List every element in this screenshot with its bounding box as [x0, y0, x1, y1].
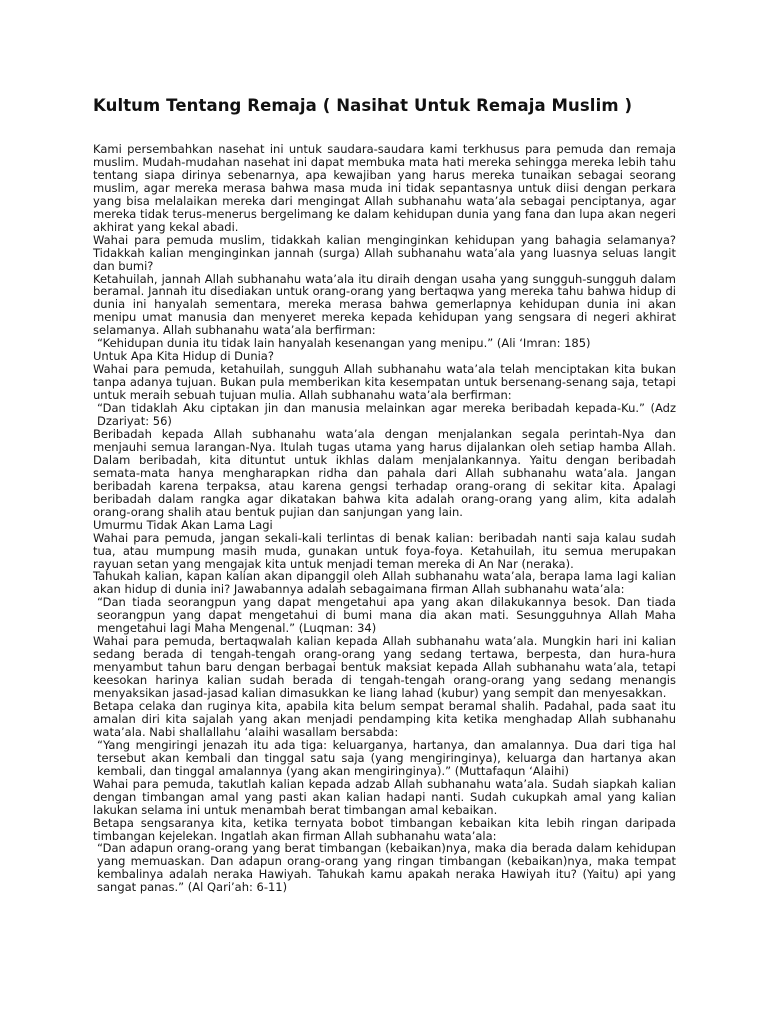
body-paragraph: Beribadah kepada Allah subhanahu wata’ala dengan menjalankan segala perintah-Nya dan menjauhi semua larangan-Nya. Itulah tugas utama yang harus dijalankan oleh setiap hamba Allah. Dalam beribadah, kita dituntut untuk ikhlas dalam menjalankannya. Yaitu dengan beribadah semata-mata hanya mengharapkan ridha dan pahala dari Allah subhanahu wata’ala. Jangan beribadah karena terpaksa, atau karena gengsi terhadap orang-orang di sekitar kita. Apalagi beribadah dalam rangka agar dikatakan bahwa kita adalah orang-orang yang alim, kita adalah orang-orang shalih atau bentuk pujian dan sanjungan yang lain. [93, 426, 676, 519]
quote-paragraph: “Dan tiada seorangpun yang dapat mengetahui apa yang akan dilakukannya besok. Dan tiada seorangpun yang dapat mengetahui di bumi mana dia akan mati. Sesungguhnya Allah Maha mengetahui lagi Maha Mengenal.” (Luqman: 34) [97, 595, 676, 636]
body-paragraph: Wahai para pemuda muslim, tidakkah kalian menginginkan kehidupan yang bahagia selamanya? Tidakkah kalian menginginkan jannah (surga) Allah subhanahu wata’ala yang luasnya seluas langit dan bumi? [93, 232, 676, 273]
document-body [93, 143, 676, 894]
quote-paragraph: “Yang mengiringi jenazah itu ada tiga: keluarganya, hartanya, dan amalannya. Dua dari tiga hal tersebut akan kembali dan tinggal satu saja (yang mengiringinya), keluarga dan hartanya akan kembali, dan tinggal amalannya (yang akan mengiringinya).” (Muttafaqun ‘Alaihi) [97, 737, 676, 778]
body-paragraph: Betapa sengsaranya kita, ketika ternyata bobot timbangan kebaikan kita lebih ringan daripada timbangan kejelekan. Ingatlah akan firman Allah subhanahu wata’ala: [93, 815, 676, 843]
quote-paragraph: “Kehidupan dunia itu tidak lain hanyalah kesenangan yang menipu.” (Ali ‘Imran: 185) [97, 336, 591, 351]
body-paragraph: Wahai para pemuda, takutlah kalian kepada adzab Allah subhanahu wata’ala. Sudah siapkah kalian dengan timbangan amal yang pasti akan kalian hadapi nanti. Sudah cukupkah amal yang kalian lakukan selama ini untuk menambah berat timbangan amal kebaikan. [93, 776, 676, 817]
document-page [93, 96, 676, 894]
body-paragraph: Wahai para pemuda, ketahuilah, sungguh Allah subhanahu wata’ala telah menciptakan kita bukan tanpa adanya tujuan. Bukan pula memberikan kita kesempatan untuk bersenang-senang saja, tetapi untuk meraih sebuah tujuan mulia. Allah subhanahu wata’ala berfirman: [93, 362, 676, 403]
body-paragraph: Kami persembahkan nasehat ini untuk saudara-saudara kami terkhusus para pemuda dan remaja muslim. Mudah-mudahan nasehat ini dapat membuka mata hati mereka sehingga mereka lebih tahu tentang siapa dirinya sebenarnya, apa kewajiban yang harus mereka tunaikan sebagai seorang muslim, agar mereka merasa bahwa masa muda ini tidak sepantasnya untuk diisi dengan perkara yang bisa melalaikan mereka dari mengingat Allah subhanahu wata’ala sebagai penciptanya, agar mereka tidak terus-menerus bergelimang ke dalam kehidupan dunia yang fana dan lupa akan negeri akhirat yang kekal abadi. [93, 142, 676, 234]
body-paragraph: Betapa celaka dan ruginya kita, apabila kita belum sempat beramal shalih. Padahal, pada saat itu amalan diri kita sajalah yang akan menjadi pendamping kita ketika menghadap Allah subhanahu wata’ala. Nabi shallallahu ‘alaihi wasallam bersabda: [93, 698, 676, 739]
body-paragraph: Wahai para pemuda, jangan sekali-kali terlintas di benak kalian: beribadah nanti saja kalau sudah tua, atau mumpung masih muda, gunakan untuk foya-foya. Ketahuilah, itu semua merupakan rayuan setan yang mengajak kita untuk menjadi teman mereka di An Nar (neraka). [93, 530, 676, 571]
body-paragraph: Ketahuilah, jannah Allah subhanahu wata’ala itu diraih dengan usaha yang sungguh-sungguh dalam beramal. Jannah itu disediakan untuk orang-orang yang bertaqwa yang mereka tahu bahwa hidup di dunia ini hanyalah sementara, mereka merasa bahwa gemerlapnya kehidupan dunia ini akan menipu umat manusia dan menyeret mereka kepada kehidupan yang sengsara di negeri akhirat selamanya. Allah subhanahu wata’ala berfirman: [93, 271, 676, 338]
body-paragraph: Tahukah kalian, kapan kalian akan dipanggil oleh Allah subhanahu wata’ala, berapa lama lagi kalian akan hidup di dunia ini? Jawabannya adalah sebagaimana firman Allah subhanahu wata’ala: [93, 569, 676, 597]
body-paragraph: Wahai para pemuda, bertaqwalah kalian kepada Allah subhanahu wata’ala. Mungkin hari ini kalian sedang berada di tengah-tengah orang-orang yang sedang tertawa, berpesta, dan hura-hura menyambut tahun baru dengan berbagai bentuk maksiat kepada Allah subhanahu wata’ala, tetapi keesokan harinya kalian sudah berada di tengah-tengah orang-orang yang sedang menangis menyaksikan jasad-jasad kalian dimasukkan ke liang lahad (kubur) yang sempit dan menyesakkan. [93, 634, 676, 701]
quote-paragraph: “Dan adapun orang-orang yang berat timbangan (kebaikan)nya, maka dia berada dalam kehidupan yang memuaskan. Dan adapun orang-orang yang ringan timbangan (kebaikan)nya, maka tempat kembalinya adalah neraka Hawiyah. Tahukah kamu apakah neraka Hawiyah itu? (Yaitu) api yang sangat panas.” (Al Qari’ah: 6-11) [97, 841, 676, 895]
quote-paragraph: “Dan tidaklah Aku ciptakan jin dan manusia melainkan agar mereka beribadah kepada-Ku.” (Adz Dzariyat: 56) [97, 401, 676, 429]
section-heading: Umurmu Tidak Akan Lama Lagi [93, 517, 273, 532]
document-title: Kultum Tentang Remaja ( Nasihat Untuk Remaja Muslim ) [93, 96, 633, 115]
section-heading: Untuk Apa Kita Hidup di Dunia? [93, 349, 274, 364]
